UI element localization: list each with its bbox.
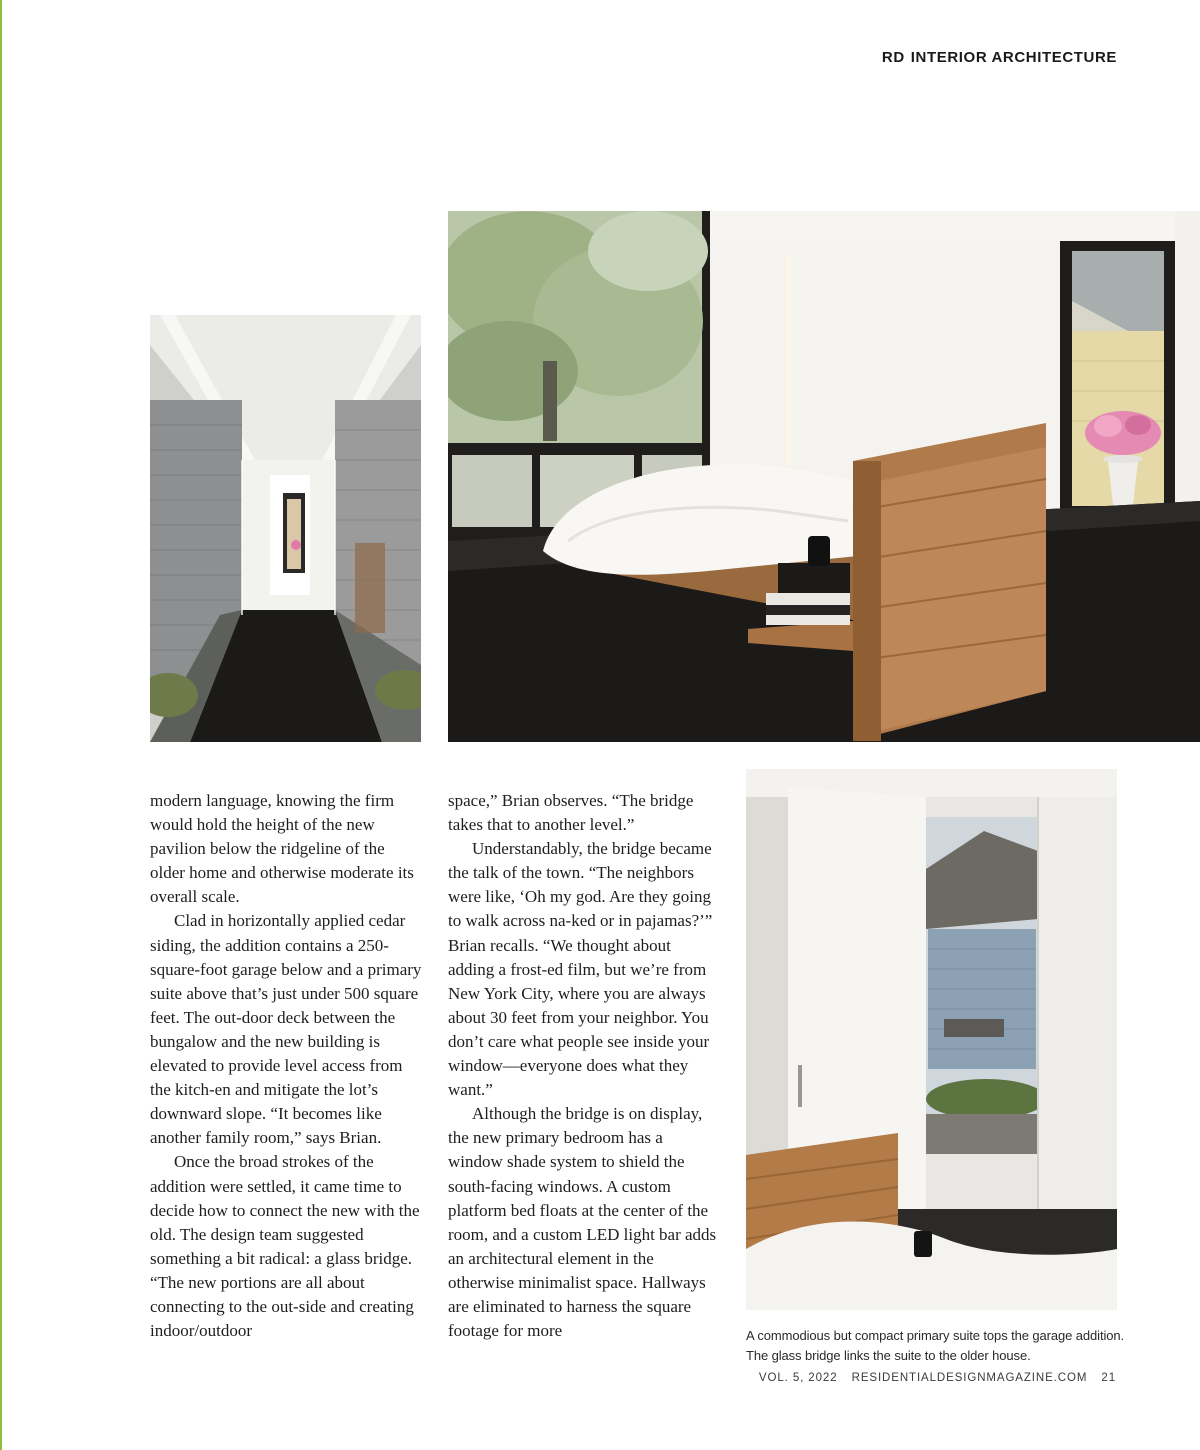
suite-closet-photo <box>746 769 1117 1310</box>
bedroom-photo <box>448 211 1200 742</box>
page-edge-accent <box>0 0 2 1450</box>
paragraph: Clad in horizontally applied cedar siding, the addition contains a 250-square-foot garage below and a primary suite above that’s just under 500 square feet. The out-door deck between the bungalow and the new building is elevated to provide level access from the kitch-en and mitigate the lot’s downward slope. “It becomes like another family room,” says Brian. <box>150 911 422 1148</box>
paragraph: modern language, knowing the firm would hold the height of the new pavilion below the ridgeline of the older home and otherwise moderate its overall scale. <box>150 791 414 907</box>
hallway-photo-illustration <box>150 315 421 742</box>
suite-closet-photo-illustration <box>746 769 1117 1310</box>
section-name: INTERIOR ARCHITECTURE <box>910 49 1117 66</box>
article-column-2 <box>448 789 720 1343</box>
paragraph: Understandably, the bridge became the talk of the town. “The neighbors were like, ‘Oh my god. Are they going to walk across na-ked or in pajamas?’” Brian recalls. “We thought about adding a frost-ed film, but we’re from New York City, where you are always about 30 feet from your neighbor. You don’t care what people see inside your window—everyone does what they want.” <box>448 839 713 1100</box>
page-footer <box>759 1372 1116 1384</box>
footer-website: RESIDENTIALDESIGNMAGAZINE.COM <box>851 1372 1088 1384</box>
section-label <box>882 49 1117 66</box>
photo-caption: A commodious but compact primary suite tops the garage addition. The glass bridge links the suite to the older house. <box>746 1328 1125 1363</box>
paragraph: Once the broad strokes of the addition were settled, it came time to decide how to connect the new with the old. The design team suggested something a bit radical: a glass bridge. “The new portions are all about connecting to the out-side and creating indoor/outdoor <box>150 1152 420 1341</box>
bedroom-photo-illustration <box>448 211 1200 742</box>
paragraph: Although the bridge is on display, the new primary bedroom has a window shade system to shield the south-facing windows. A custom platform bed floats at the center of the room, and a custom LED light bar adds an architectural element in the otherwise minimalist space. Hallways are eliminated to harness the square footage for more <box>448 1104 717 1341</box>
paragraph: space,” Brian observes. “The bridge takes that to another level.” <box>448 791 694 835</box>
footer-volume: VOL. 5, 2022 <box>758 1372 838 1384</box>
article-column-1 <box>150 789 422 1343</box>
hallway-photo <box>150 315 421 742</box>
footer-page-number: 21 <box>1101 1372 1116 1384</box>
section-abbr: RD <box>881 49 905 66</box>
